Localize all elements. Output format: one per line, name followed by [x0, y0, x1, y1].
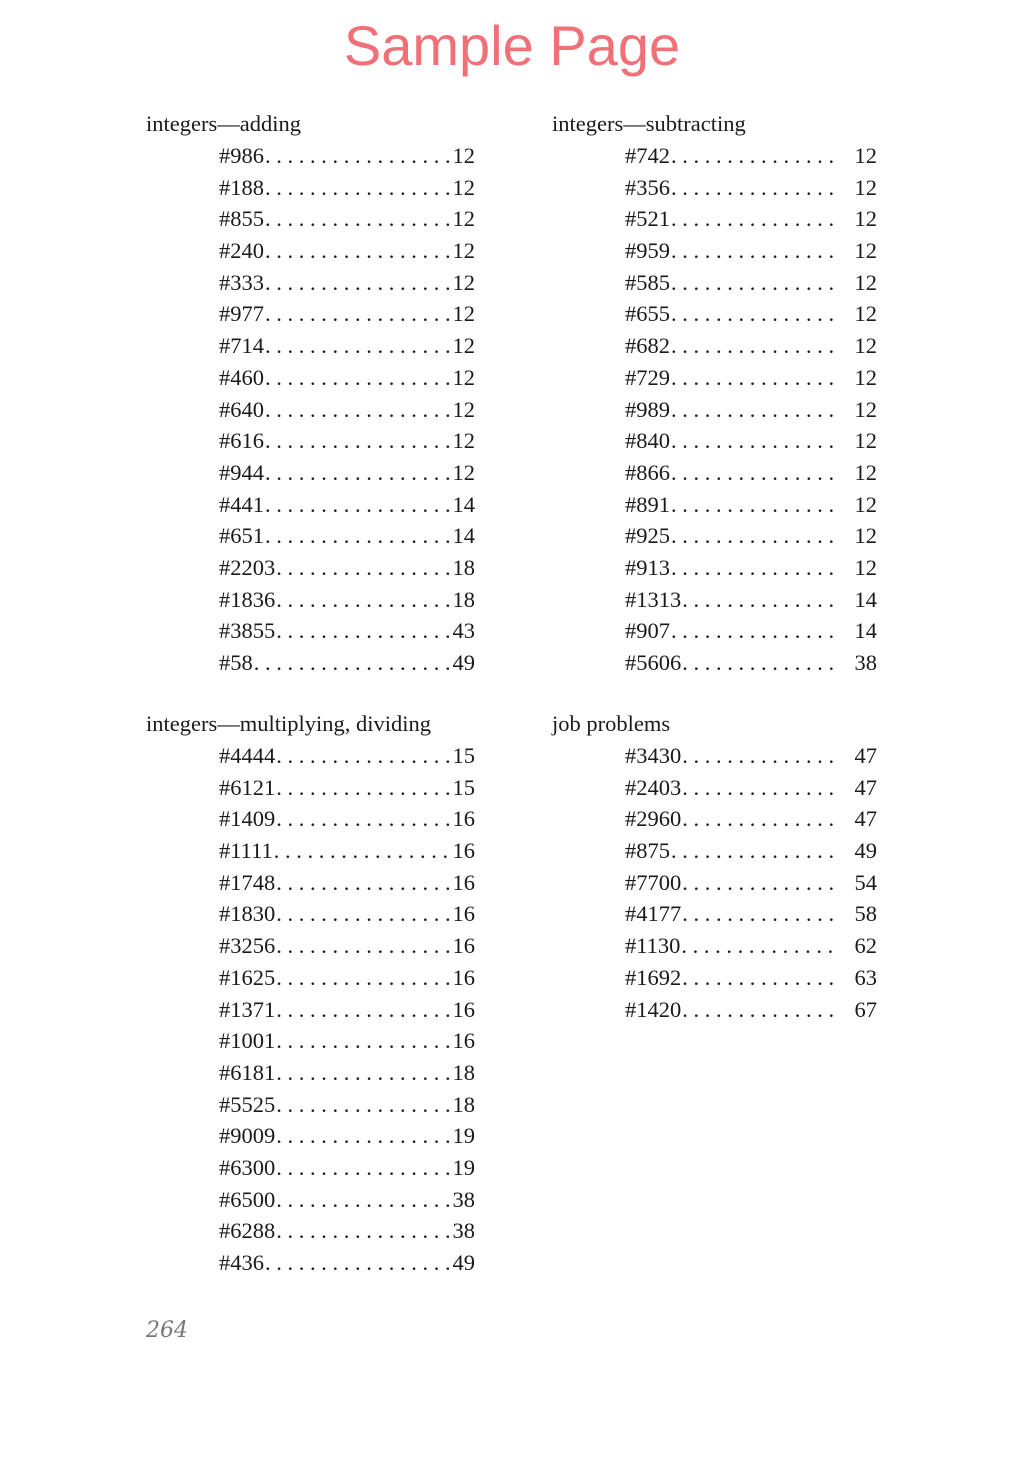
entry-problem-number: #3855: [219, 618, 276, 644]
dot-leader: [264, 520, 453, 552]
index-entry: [219, 362, 475, 394]
entry-page-number: 58: [854, 901, 877, 927]
entry-page-number: 12: [854, 143, 877, 168]
entry-problem-number: #891: [625, 491, 670, 517]
dot-leader: [670, 394, 837, 426]
entry-page-number: 12: [854, 396, 877, 422]
entry-problem-number: #616: [219, 428, 264, 454]
dot-leader: [681, 647, 837, 679]
dot-leader: [275, 740, 452, 772]
entry-page-number: 49: [854, 838, 877, 864]
dot-leader: [264, 457, 453, 489]
dot-leader: [681, 994, 837, 1026]
entry-page-number: 14: [854, 586, 877, 612]
entry-problem-number: #2203: [219, 554, 276, 580]
entry-page-number: 47: [854, 743, 877, 768]
entry-page-number: 18: [452, 586, 475, 612]
index-entry: [219, 203, 475, 235]
entry-problem-number: #714: [219, 333, 264, 359]
index-entry: [625, 172, 877, 204]
entry-page-number: 12: [854, 491, 877, 517]
dot-leader: [670, 520, 837, 552]
entry-page-number: 16: [452, 838, 475, 864]
index-section-integers-adding: [146, 108, 475, 679]
index-entry: [219, 962, 475, 994]
index-entry: [219, 898, 475, 930]
entry-page-number: 12: [452, 174, 475, 200]
entry-page-number: 54: [854, 869, 877, 895]
entry-page-number: 12: [452, 143, 475, 168]
index-entry: [219, 267, 475, 299]
dot-leader: [264, 362, 453, 394]
dot-leader: [264, 235, 453, 267]
dot-leader: [264, 172, 453, 204]
dot-leader: [275, 930, 452, 962]
index-entry: [625, 394, 877, 426]
entry-problem-number: #875: [625, 838, 670, 864]
entry-problem-number: #585: [625, 269, 670, 295]
entry-problem-number: #521: [625, 206, 670, 232]
entry-list: [552, 740, 877, 1025]
dot-leader: [275, 772, 452, 804]
entry-page-number: 16: [452, 806, 475, 832]
index-entry: [625, 867, 877, 899]
dot-leader: [275, 867, 452, 899]
section-heading: integers—multiplying, dividing: [146, 711, 431, 736]
entry-page-number: 49: [452, 1250, 475, 1275]
dot-leader: [275, 803, 452, 835]
index-entry: [625, 330, 877, 362]
entry-page-number: 16: [452, 1028, 475, 1054]
dot-leader: [275, 1120, 452, 1152]
entry-page-number: 12: [854, 174, 877, 200]
entry-page-number: 16: [452, 996, 475, 1022]
section-heading: job problems: [552, 711, 671, 736]
entry-problem-number: #913: [625, 554, 670, 580]
index-entry: [625, 772, 877, 804]
index-section-job-problems: [552, 708, 877, 1025]
entry-problem-number: #655: [625, 301, 670, 327]
entry-page-number: 14: [854, 618, 877, 644]
dot-leader: [273, 835, 453, 867]
dot-leader: [275, 615, 452, 647]
page-number: 264: [146, 1318, 188, 1343]
entry-page-number: 47: [854, 774, 877, 800]
entry-problem-number: #925: [625, 523, 670, 549]
entry-problem-number: #1409: [219, 806, 276, 832]
entry-problem-number: #5606: [625, 650, 682, 675]
entry-page-number: 47: [854, 806, 877, 832]
entry-page-number: 16: [452, 964, 475, 990]
entry-problem-number: #4444: [219, 743, 276, 768]
dot-leader: [670, 140, 837, 172]
entry-page-number: 14: [452, 523, 475, 549]
entry-problem-number: #1001: [219, 1028, 276, 1054]
dot-leader: [681, 962, 837, 994]
dot-leader: [264, 267, 453, 299]
entry-problem-number: #7700: [625, 869, 682, 895]
index-entry: [625, 267, 877, 299]
entry-problem-number: #3430: [625, 743, 682, 768]
sample-page-watermark: Sample Page: [343, 14, 681, 77]
index-entry: [219, 994, 475, 1026]
dot-leader: [264, 203, 453, 235]
entry-page-number: 63: [854, 964, 877, 990]
entry-page-number: 12: [854, 428, 877, 454]
entry-problem-number: #356: [625, 174, 670, 200]
entry-page-number: 12: [854, 301, 877, 327]
index-entry: [625, 489, 877, 521]
entry-page-number: 19: [452, 1154, 475, 1180]
dot-leader: [264, 1247, 453, 1279]
index-entry: [219, 1120, 475, 1152]
entry-problem-number: #907: [625, 618, 670, 644]
dot-leader: [275, 1089, 452, 1121]
index-entry: [219, 457, 475, 489]
entry-problem-number: #240: [219, 238, 264, 264]
dot-leader: [681, 584, 837, 616]
entry-page-number: 12: [452, 206, 475, 232]
entry-page-number: 12: [854, 364, 877, 390]
dot-leader: [264, 330, 453, 362]
entry-problem-number: #1692: [625, 964, 682, 990]
entry-problem-number: #682: [625, 333, 670, 359]
index-entry: [219, 1025, 475, 1057]
dot-leader: [264, 298, 453, 330]
entry-problem-number: #333: [219, 269, 264, 295]
dot-leader: [670, 457, 837, 489]
index-entry: [625, 520, 877, 552]
entry-problem-number: #4177: [625, 901, 682, 927]
index-entry: [625, 930, 877, 962]
entry-page-number: 49: [452, 650, 475, 675]
index-entry: [625, 362, 877, 394]
entry-problem-number: #840: [625, 428, 670, 454]
entry-problem-number: #58: [219, 650, 253, 675]
dot-leader: [670, 835, 837, 867]
index-entry: [625, 425, 877, 457]
entry-problem-number: #1371: [219, 996, 276, 1022]
dot-leader: [670, 425, 837, 457]
index-entry: [219, 803, 475, 835]
entry-problem-number: #188: [219, 174, 264, 200]
dot-leader: [275, 994, 452, 1026]
entry-page-number: 19: [452, 1123, 475, 1149]
dot-leader: [275, 584, 452, 616]
entry-page-number: 12: [452, 396, 475, 422]
entry-problem-number: #1748: [219, 869, 276, 895]
entry-list: [146, 740, 475, 1279]
entry-problem-number: #640: [219, 396, 264, 422]
entry-problem-number: #1836: [219, 586, 276, 612]
entry-list: [552, 140, 877, 679]
dot-leader: [275, 1057, 452, 1089]
entry-problem-number: #729: [625, 364, 670, 390]
entry-page-number: 67: [854, 996, 877, 1022]
index-entry: [219, 330, 475, 362]
index-entry: [219, 489, 475, 521]
index-entry: [625, 898, 877, 930]
index-entry: [625, 584, 877, 616]
index-entry: [625, 740, 877, 772]
dot-leader: [681, 772, 837, 804]
index-entry: [219, 930, 475, 962]
entry-problem-number: #6181: [219, 1059, 276, 1085]
index-entry: [219, 1215, 475, 1247]
entry-problem-number: #651: [219, 523, 264, 549]
entry-page-number: 62: [854, 933, 877, 959]
entry-problem-number: #5525: [219, 1091, 276, 1117]
entry-problem-number: #1625: [219, 964, 276, 990]
entry-problem-number: #2960: [625, 806, 682, 832]
dot-leader: [681, 803, 837, 835]
dot-leader: [264, 140, 453, 172]
index-entry: [625, 994, 877, 1026]
index-entry: [219, 584, 475, 616]
index-entry: [219, 394, 475, 426]
entry-problem-number: #1313: [625, 586, 682, 612]
dot-leader: [264, 425, 453, 457]
index-entry: [625, 803, 877, 835]
dot-leader: [264, 489, 453, 521]
entry-page-number: 15: [452, 743, 475, 768]
dot-leader: [275, 552, 452, 584]
entry-problem-number: #460: [219, 364, 264, 390]
dot-leader: [670, 552, 837, 584]
dot-leader: [670, 235, 837, 267]
entry-page-number: 16: [452, 869, 475, 895]
entry-problem-number: #2403: [625, 774, 682, 800]
entry-page-number: 12: [452, 459, 475, 485]
dot-leader: [275, 1215, 452, 1247]
index-entry: [219, 1184, 475, 1216]
dot-leader: [680, 930, 837, 962]
dot-leader: [670, 362, 837, 394]
dot-leader: [275, 962, 452, 994]
entry-page-number: 12: [452, 269, 475, 295]
index-entry: [219, 172, 475, 204]
entry-problem-number: #6288: [219, 1218, 276, 1244]
entry-page-number: 14: [452, 491, 475, 517]
entry-problem-number: #944: [219, 459, 264, 485]
entry-page-number: 12: [452, 301, 475, 327]
index-entry: [625, 203, 877, 235]
dot-leader: [275, 898, 452, 930]
entry-page-number: 12: [452, 238, 475, 264]
entry-problem-number: #1830: [219, 901, 276, 927]
entry-problem-number: #6500: [219, 1186, 276, 1212]
index-entry: [625, 552, 877, 584]
index-entry: [219, 298, 475, 330]
dot-leader: [670, 267, 837, 299]
dot-leader: [670, 330, 837, 362]
dot-leader: [681, 898, 837, 930]
index-entry: [219, 140, 475, 172]
entry-page-number: 12: [854, 554, 877, 580]
index-entry: [219, 520, 475, 552]
dot-leader: [253, 647, 453, 679]
index-section-integers-subtracting: [552, 108, 877, 679]
entry-problem-number: #436: [219, 1250, 264, 1275]
dot-leader: [264, 394, 453, 426]
dot-leader: [275, 1152, 452, 1184]
entry-page-number: 12: [452, 364, 475, 390]
entry-page-number: 12: [854, 206, 877, 232]
entry-problem-number: #1111: [219, 838, 273, 864]
entry-page-number: 18: [452, 1091, 475, 1117]
entry-page-number: 16: [452, 901, 475, 927]
index-entry: [625, 140, 877, 172]
dot-leader: [275, 1025, 452, 1057]
dot-leader: [681, 867, 837, 899]
dot-leader: [275, 1184, 452, 1216]
entry-problem-number: #959: [625, 238, 670, 264]
entry-problem-number: #977: [219, 301, 264, 327]
entry-problem-number: #6300: [219, 1154, 276, 1180]
section-heading: integers—subtracting: [552, 111, 746, 136]
dot-leader: [670, 172, 837, 204]
entry-problem-number: #986: [219, 143, 264, 168]
entry-problem-number: #1420: [625, 996, 682, 1022]
index-entry: [625, 457, 877, 489]
entry-page-number: 18: [452, 554, 475, 580]
entry-list: [146, 140, 475, 679]
index-entry: [219, 235, 475, 267]
dot-leader: [670, 203, 837, 235]
entry-page-number: 12: [854, 238, 877, 264]
index-entry: [219, 867, 475, 899]
entry-problem-number: #6121: [219, 774, 276, 800]
index-entry: [625, 835, 877, 867]
entry-page-number: 38: [854, 650, 877, 675]
entry-page-number: 38: [452, 1218, 475, 1244]
index-entry: [219, 1152, 475, 1184]
index-entry: [219, 425, 475, 457]
entry-page-number: 12: [854, 269, 877, 295]
entry-page-number: 12: [452, 428, 475, 454]
entry-problem-number: #1130: [625, 933, 681, 959]
index-entry: [625, 298, 877, 330]
dot-leader: [670, 489, 837, 521]
entry-page-number: 12: [854, 459, 877, 485]
index-entry: [625, 615, 877, 647]
index-entry: [219, 615, 475, 647]
index-entry: [219, 1089, 475, 1121]
index-entry: [625, 647, 877, 679]
index-entry: [625, 962, 877, 994]
index-entry: [625, 235, 877, 267]
dot-leader: [670, 615, 837, 647]
index-section-integers-multiplying-dividing: [146, 708, 475, 1279]
entry-problem-number: #742: [625, 143, 670, 168]
index-entry: [219, 647, 475, 679]
entry-problem-number: #441: [219, 491, 264, 517]
entry-page-number: 38: [452, 1186, 475, 1212]
index-entry: [219, 552, 475, 584]
index-entry: [219, 1247, 475, 1279]
entry-problem-number: #3256: [219, 933, 276, 959]
dot-leader: [681, 740, 837, 772]
dot-leader: [670, 298, 837, 330]
entry-page-number: 16: [452, 933, 475, 959]
section-heading: integers—adding: [146, 111, 301, 136]
index-entry: [219, 740, 475, 772]
entry-page-number: 12: [854, 523, 877, 549]
entry-page-number: 12: [854, 333, 877, 359]
index-entry: [219, 835, 475, 867]
entry-page-number: 12: [452, 333, 475, 359]
entry-page-number: 43: [452, 618, 475, 644]
entry-problem-number: #855: [219, 206, 264, 232]
entry-page-number: 18: [452, 1059, 475, 1085]
entry-problem-number: #9009: [219, 1123, 276, 1149]
entry-problem-number: #866: [625, 459, 670, 485]
index-entry: [219, 1057, 475, 1089]
entry-page-number: 15: [452, 774, 475, 800]
index-entry: [219, 772, 475, 804]
entry-problem-number: #989: [625, 396, 670, 422]
